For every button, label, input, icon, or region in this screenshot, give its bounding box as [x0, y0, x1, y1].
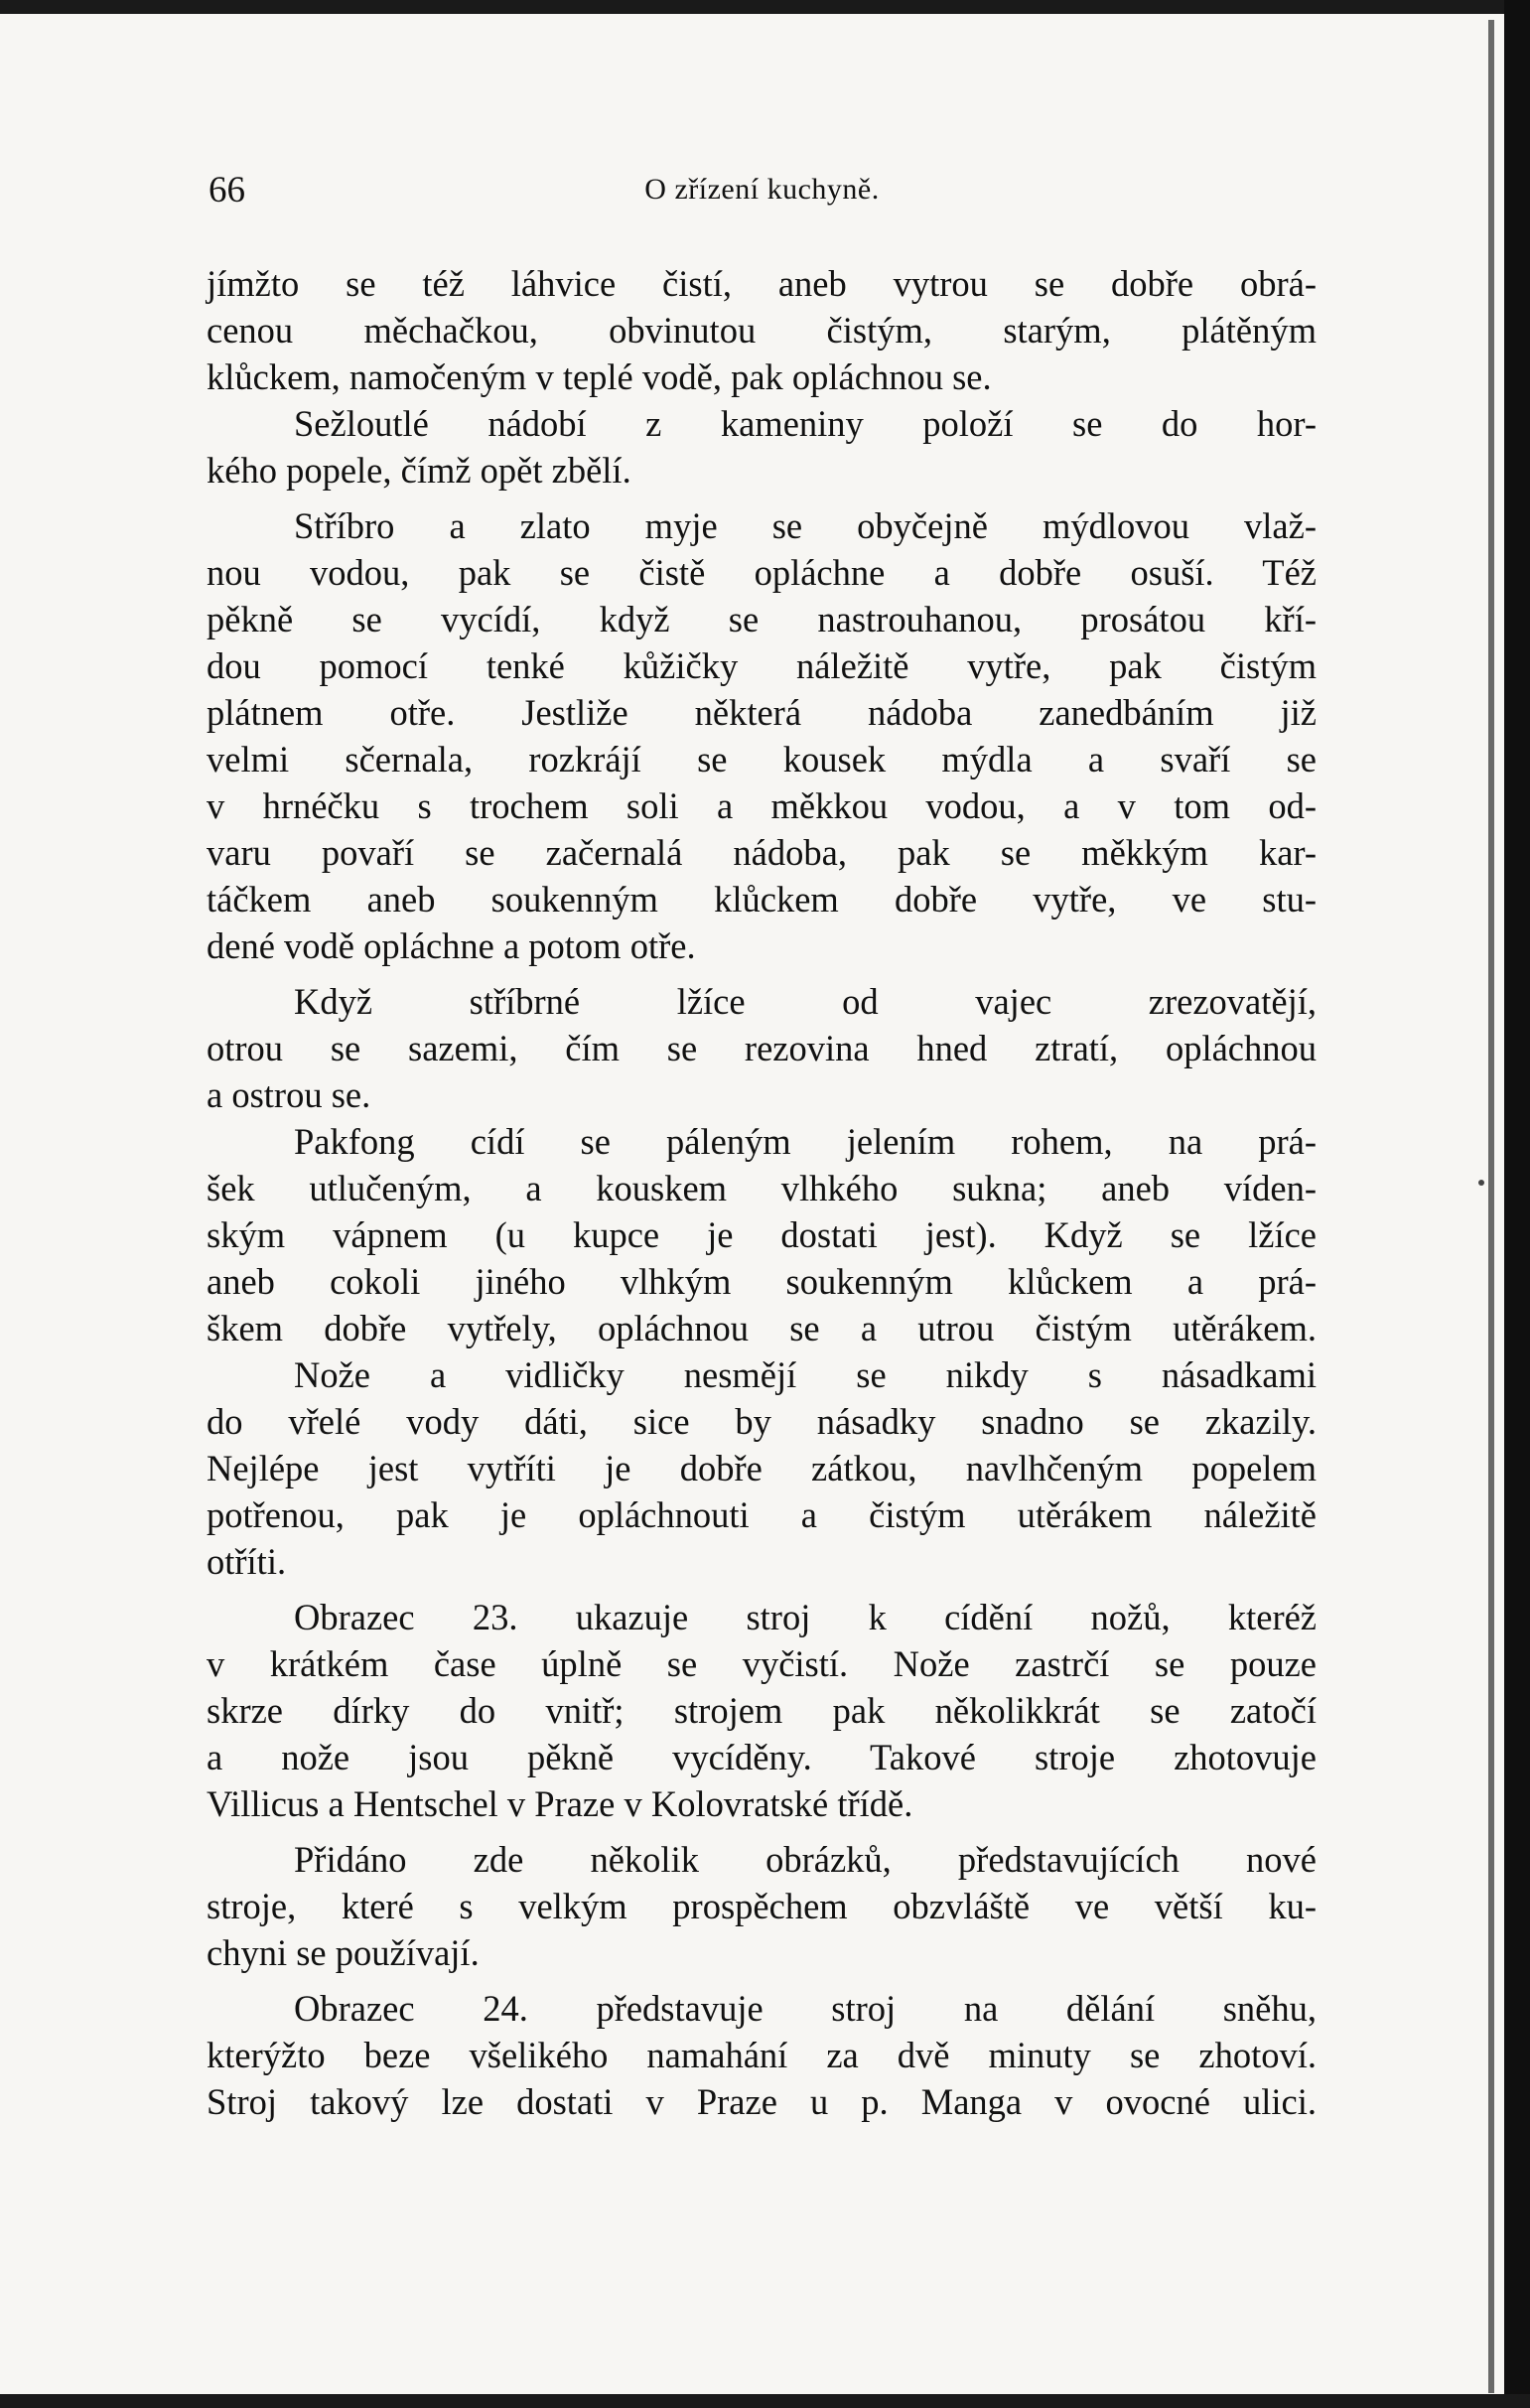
text-line: Obrazec 23. ukazuje stroj k cídění nožů, kteréž [294, 1597, 1317, 1637]
scan-spine-line [1488, 20, 1494, 2393]
scan-edge-bottom [0, 2394, 1530, 2408]
text-line: Nejlépe jest vytříti je dobře zátkou, navlhčeným popelem [207, 1448, 1317, 1488]
text-line: varu povaří se začernalá nádoba, pak se měkkým kar- [207, 832, 1317, 873]
text-line: a nože jsou pěkně vycíděny. Takové stroje zhotovuje [207, 1737, 1317, 1777]
text-line: potřenou, pak je opláchnouti a čistým utěrákem náležitě [207, 1494, 1317, 1535]
text-line: otříti. [207, 1541, 287, 1582]
text-line: kého popele, čímž opět zbělí. [207, 450, 631, 491]
text-line: pěkně se vycídí, když se nastrouhanou, prosátou kří- [207, 599, 1317, 639]
running-title: O zřízení kuchyně. [644, 173, 880, 206]
text-line: chyni se používají. [207, 1932, 480, 1973]
text-line: cenou měchačkou, obvinutou čistým, starým, plátěným [207, 310, 1317, 351]
text-line: dené vodě opláchne a potom otře. [207, 925, 696, 966]
text-line: Stroj takový lze dostati v Praze u p. Manga v ovocné ulici. [207, 2081, 1317, 2122]
text-line: Stříbro a zlato myje se obyčejně mýdlovou vlaž- [294, 505, 1317, 546]
text-line: klůckem, namočeným v teplé vodě, pak opláchnou se. [207, 356, 992, 397]
text-line: Obrazec 24. představuje stroj na dělání sněhu, [294, 1988, 1317, 2029]
text-line: stroje, které s velkým prospěchem obzvláště ve větší ku- [207, 1886, 1317, 1926]
text-line: Sežloutlé nádobí z kameniny položí se do hor- [294, 403, 1317, 444]
scan-edge-top [0, 0, 1530, 14]
text-line: Villicus a Hentschel v Praze v Kolovratské třídě. [207, 1783, 913, 1824]
text-line: dou pomocí tenké kůžičky náležitě vytře, pak čistým [207, 645, 1317, 686]
text-line: Pakfong cídí se páleným jelením rohem, na prá- [294, 1121, 1317, 1162]
page-header [209, 169, 1316, 218]
text-line: Přidáno zde několik obrázků, představujících nové [294, 1839, 1317, 1880]
text-line: skrze dírky do vnitř; strojem pak několikkrát se zatočí [207, 1690, 1317, 1731]
text-line: škem dobře vytřely, opláchnou se a utrou čistým utěrákem. [207, 1308, 1317, 1348]
text-line: kterýžto beze všelikého namahání za dvě minuty se zhotoví. [207, 2035, 1317, 2075]
text-line: Když stříbrné lžíce od vajec zrezovatějí, [294, 981, 1317, 1022]
text-line: Nože a vidličky nesmějí se nikdy s násadkami [294, 1354, 1317, 1395]
text-line: velmi sčernala, rozkrájí se kousek mýdla a svaří se [207, 739, 1317, 779]
text-line: nou vodou, pak se čistě opláchne a dobře osuší. Též [207, 552, 1317, 593]
body-text [207, 260, 1317, 2125]
page-number: 66 [209, 170, 245, 211]
scan-edge-right [1504, 0, 1530, 2408]
text-line: jímžto se též láhvice čistí, aneb vytrou se dobře obrá- [207, 263, 1317, 304]
text-line: aneb cokoli jiného vlhkým soukenným klůckem a prá- [207, 1261, 1317, 1302]
scan-speck [1478, 1180, 1484, 1186]
text-line: v hrnéčku s trochem soli a měkkou vodou, a v tom od- [207, 785, 1317, 826]
text-line: a ostrou se. [207, 1074, 371, 1115]
text-line: otrou se sazemi, čím se rezovina hned ztratí, opláchnou [207, 1028, 1317, 1068]
text-line: ským vápnem (u kupce je dostati jest). Když se lžíce [207, 1214, 1317, 1255]
text-line: šek utlučeným, a kouskem vlhkého sukna; aneb víden- [207, 1168, 1317, 1208]
text-line: v krátkém čase úplně se vyčistí. Nože zastrčí se pouze [207, 1643, 1317, 1684]
text-line: do vřelé vody dáti, sice by násadky snadno se zkazily. [207, 1401, 1317, 1442]
text-line: plátnem otře. Jestliže některá nádoba zanedbáním již [207, 692, 1317, 733]
text-line: táčkem aneb soukenným klůckem dobře vytře, ve stu- [207, 879, 1317, 920]
